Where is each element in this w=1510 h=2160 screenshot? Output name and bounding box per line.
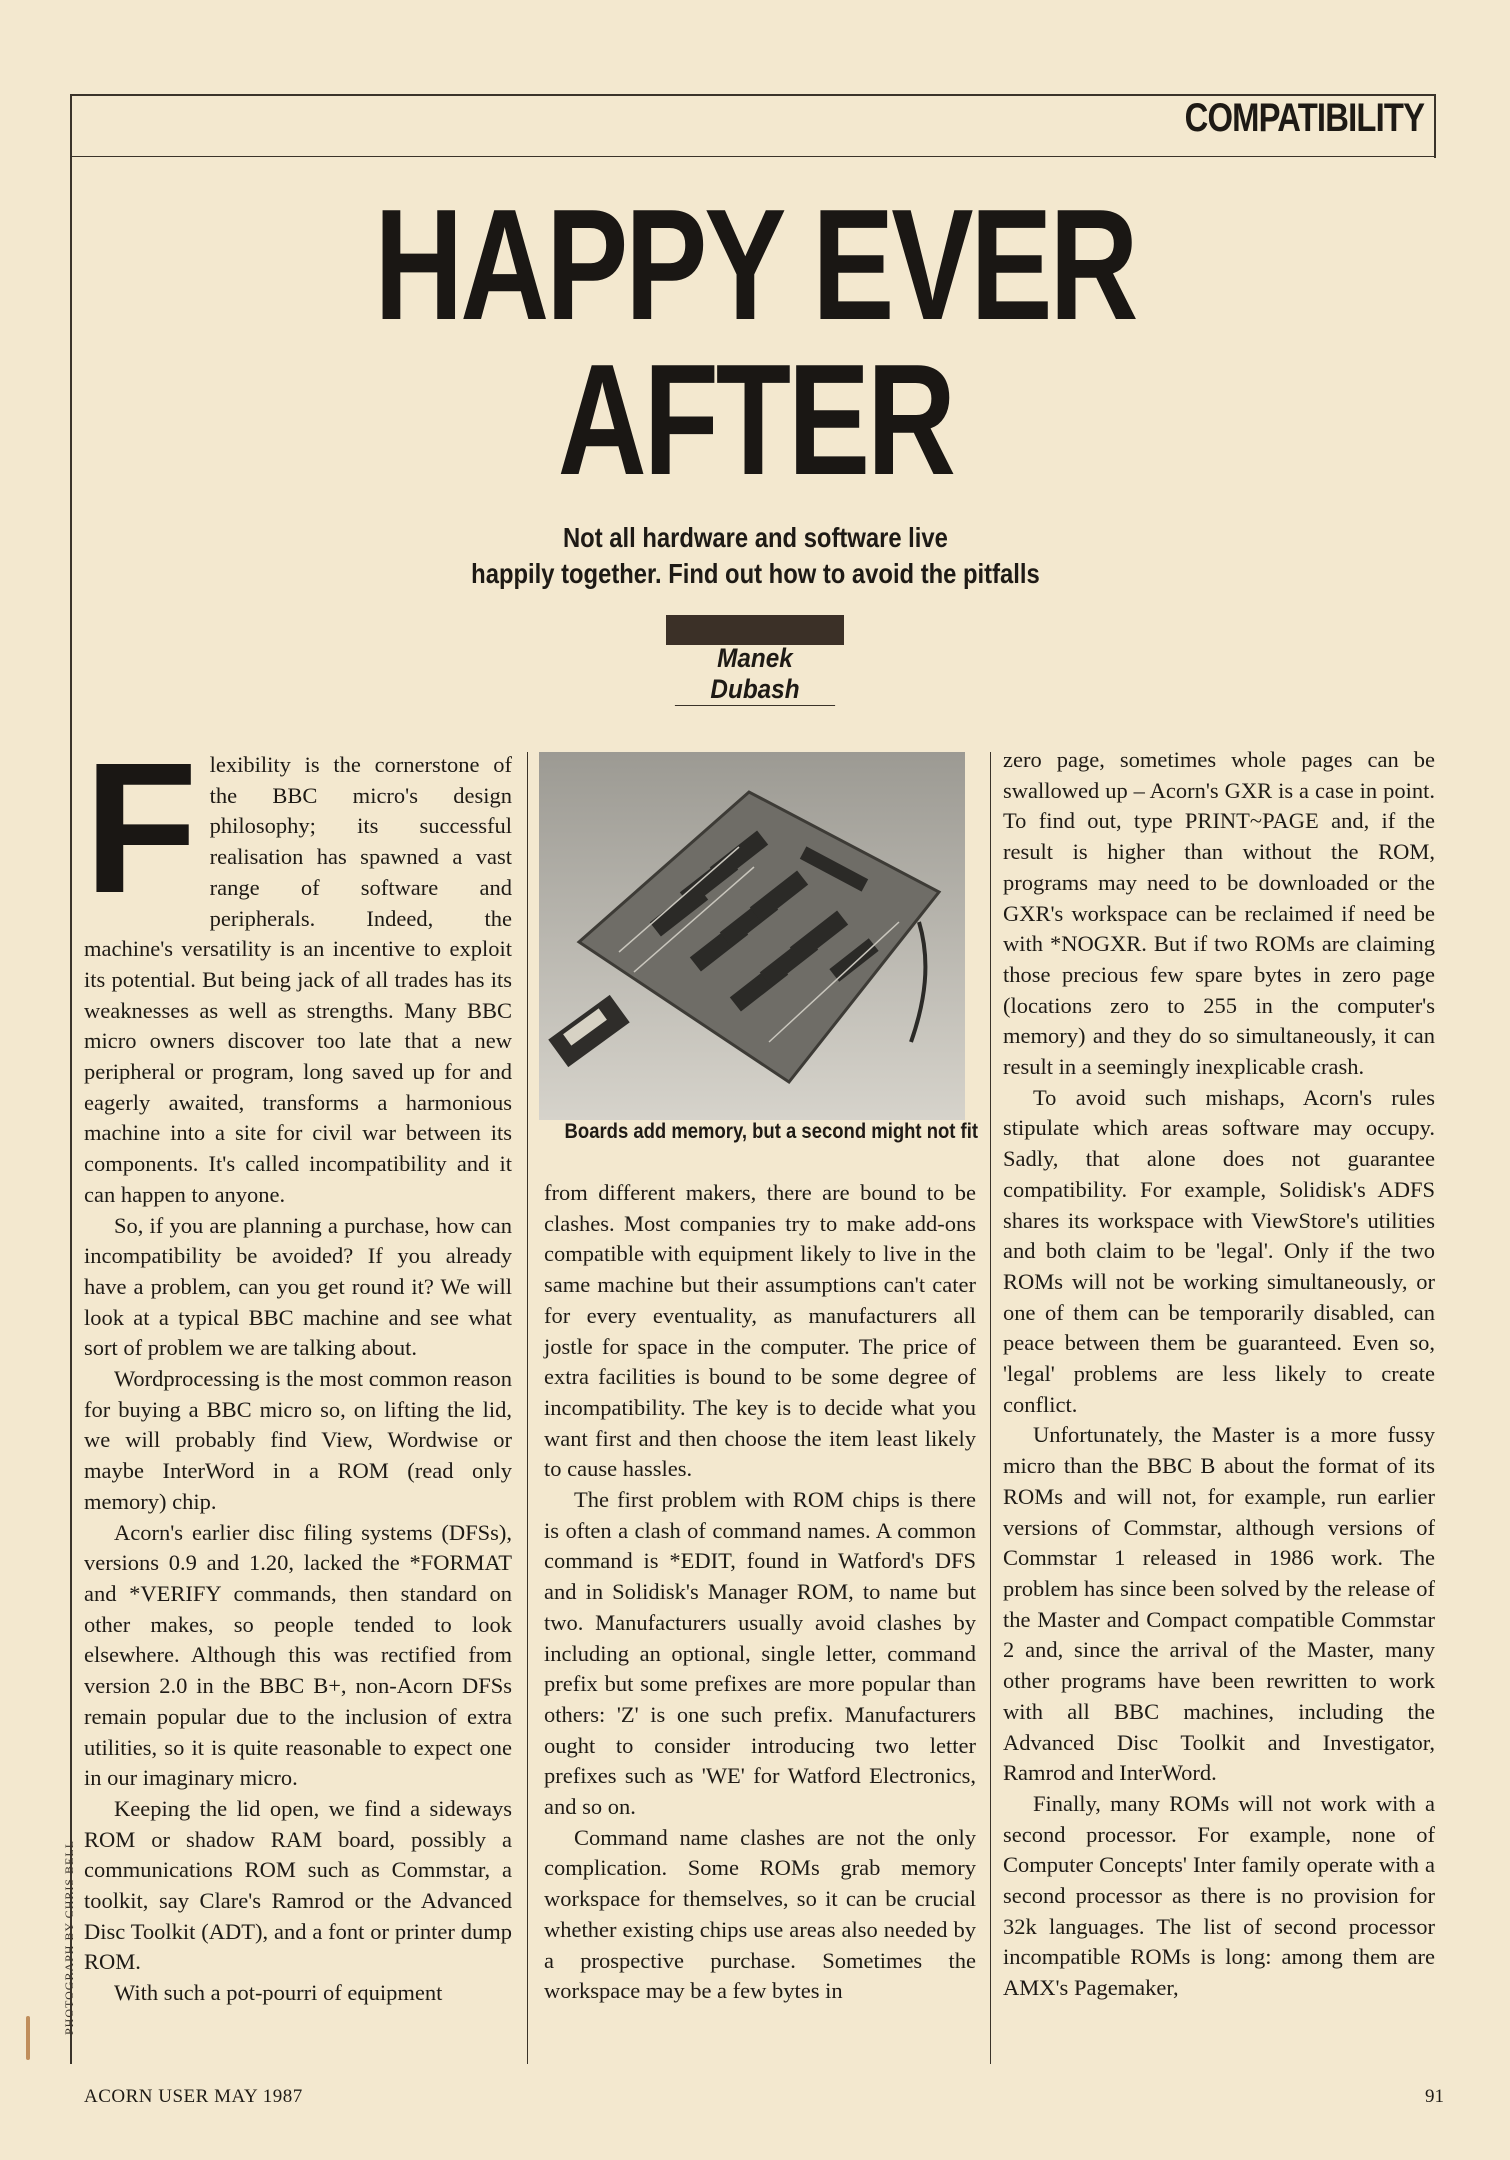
section-label: COMPATIBILITY	[1184, 96, 1424, 140]
frame-right-rule	[1434, 94, 1436, 158]
byline: Manek Dubash	[675, 643, 835, 706]
photo-credit: PHOTOGRAPH BY CHRIS BELL	[62, 1839, 76, 2035]
section-rule	[70, 156, 1436, 157]
footer-issue: ACORN USER MAY 1987	[84, 2086, 303, 2107]
standfirst: Not all hardware and software live happily together. Find out how to avoid the pitfalls	[470, 522, 1040, 589]
article-column-3: zero page, sometimes whole pages can be swallowed up – Acorn's GXR is a case in point. To find out, type PRINT~PAGE and, if the result is higher than without the ROM, programs may need to be downloaded or the GXR's workspace can be reclaimed if need be with *NOGXR. But if two ROMs are claiming those precious few spare bytes in zero page (locations zero to 255 in the computer's memory) and they do so simultaneously, it can result in a seemingly inexplicable crash. To avoid such mishaps, Acorn's rules stipulate which areas software may occupy. Sadly, that alone does not guarantee compatibility. For example, Solidisk's ADFS shares its workspace with ViewStore's utilities and both claim to be 'legal'. Only if the two ROMs will not be working simultaneously, or one of them can be temporarily disabled, can peace between them be guaranteed. Even so, 'legal' problems are less likely to create conflict. Unfortunately, the Master is a more fussy micro than the BBC B about the format of its ROMs and will not, for example, run earlier versions of Commstar, although versions of Commstar 1 released in 1986 work. The problem has since been solved by the release of the Master and Compact compatible Commstar 2 and, since the arrival of the Master, many other programs have been rewritten to work with all BBC machines, including the Advanced Disc Toolkit and Investigator, Ramrod and InterWord. Finally, many ROMs will not work with a second processor. For example, none of Computer Concepts' Inter family operate with a second processor as there is no provision for 32k languages. The list of second processor incompatible ROMs is long: among them are AMX's Pagemaker,	[1003, 747, 1435, 2001]
column-rule-1	[527, 752, 528, 2064]
byline-bar	[666, 615, 844, 645]
page-number: 91	[1425, 2086, 1444, 2107]
circuit-board-photo	[539, 752, 965, 1120]
article-column-1: Flexibility is the cornerstone of the BBC micro's design philosophy; its successful realisation has spawned a vast range of software and peripherals. Indeed, the machine's versatility is an incentive to exploit its potential. But being jack of all trades has its weaknesses as well as strengths. Many BBC micro owners discover too late that a new peripheral or program, long saved up for and eagerly awaited, transforms a harmonious machine into a site for civil war between its components. It's called incompatibility and it can happen to anyone. So, if you are planning a purchase, how can incompatibility be avoided? If you already have a problem, can you get round it? We will look at a typical BBC machine and see what sort of problem we are talking about. Wordprocessing is the most common reason for buying a BBC micro so, on lifting the lid, we will probably find View, Wordwise or maybe InterWord in a ROM (read only memory) chip. Acorn's earlier disc filing systems (DFSs), versions 0.9 and 1.20, lacked the *FORMAT and *VERIFY commands, then standard on other makes, so people tended to look elsewhere. Although this was rectified from version 2.0 in the BBC B+, non-Acorn DFSs remain popular due to the inclusion of extra utilities, so it is quite reasonable to expect one in our imaginary micro. Keeping the lid open, we find a sideways ROM or shadow RAM board, possibly a communications ROM such as Commstar, a toolkit, say Clare's Ramrod or the Advanced Disc Toolkit (ADT), and a font or printer dump ROM. With such a pot-pourri of equipment	[84, 725, 512, 2006]
headline-line-2: AFTER	[557, 332, 953, 508]
column-rule-2	[990, 752, 991, 2064]
headline-line-1: HAPPY EVER	[374, 177, 1136, 353]
margin-mark	[26, 2016, 30, 2060]
article-column-2: from different makers, there are bound to be clashes. Most companies try to make add-ons compatible with equipment likely to live in the same machine but their assumptions can't cater for every eventuality, as manufacturers all jostle for space in the computer. The price of extra facilities is bound to be some degree of incompatibility. The key is to decide what you want first and then choose the item least likely to cause hassles. The first problem with ROM chips is there is often a clash of command names. A common command is *EDIT, found in Watford's DFS and in Solidisk's Manager ROM, to name but two. Manufacturers usually avoid clashes by including an optional, single letter, command prefix but some prefixes are more popular than others: 'Z' is one such prefix. Manufacturers ought to consider introducing two letter prefixes such as 'WE' for Watford Electronics, and so on. Command name clashes are not the only complication. Some ROMs grab memory workspace for themselves, so it can be crucial whether existing chips use areas also needed by a prospective purchase. Sometimes the workspace may be a few bytes in	[544, 1180, 976, 2004]
photo-caption: Boards add memory, but a second might not fit	[564, 1120, 979, 1143]
drop-cap: F	[84, 725, 198, 932]
